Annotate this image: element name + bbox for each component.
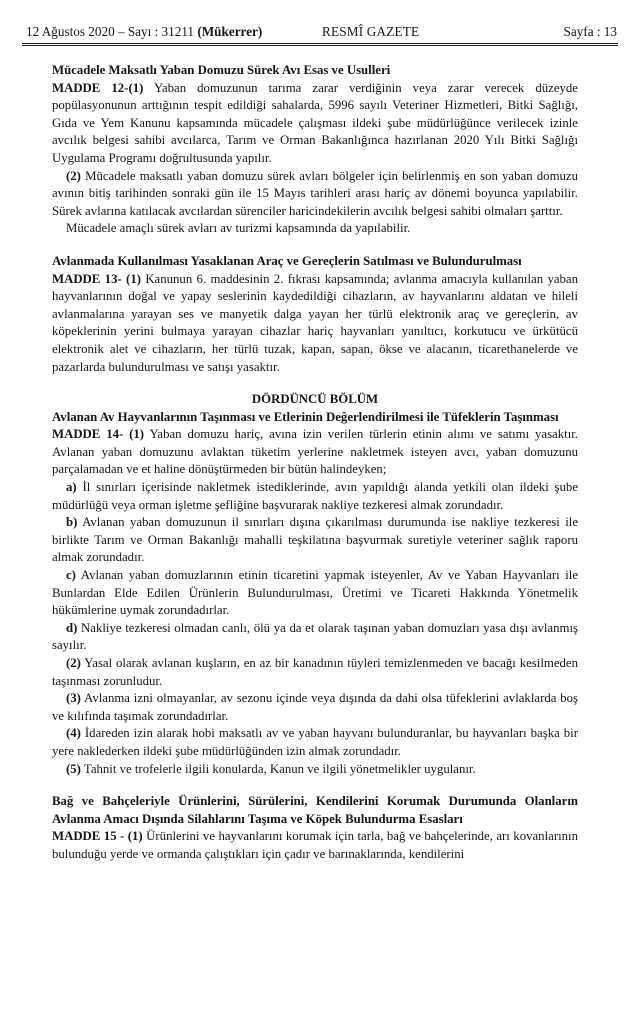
article-text: Ürünlerini ve hayvanlarını korumak için tarla, bağ ve bahçelerinde, arı kovanlarının bulunduğu yerde ve ormanda çalıştıkları için çadır ve barınaklarında, kendilerini xyxy=(52,829,578,861)
spacer xyxy=(52,238,578,253)
clause-text: Mücadele maksatlı yaban domuzu sürek avları bölgeler için belirlenmiş en son yaban domuzu avının bitiş tarihinden sonraki gün ile 15 Mayıs tarihleri arası hariç av dönemi boyunca yapılabilir. Sürek avlarına katılacak avcılardan sürenciler haricindekilerin avcılık belgesi sahibi olmaları şarttır. xyxy=(52,168,578,218)
clause-text: İdareden izin alarak hobi maksatlı av ve yaban hayvanı bulunduranlar, bu hayvanları başka bir yere naklederken ildeki şube müdürlüğünden izin almak zorundadır. xyxy=(52,726,578,758)
clause-text: Tahnit ve trofelerle ilgili konularda, Kanun ve ilgili yönetmelikler uygulanır. xyxy=(80,761,476,776)
article-text: Yaban domuzu hariç, avına izin verilen türlerin etinin alımı ve satımı yasaktır. Avlanan yaban domuzunu avlaktan tüketim yerlerine nakletmek isteyen avcı, yaban domuzunu parçalamadan ve et haline dönüştürmeden bir bütün halindeyken; xyxy=(52,427,579,477)
article-label: MADDE 14- (1) xyxy=(52,427,145,442)
article-paragraph xyxy=(52,426,578,479)
item-label: a) xyxy=(66,480,77,495)
clause-label: (3) xyxy=(66,691,81,706)
header-rule-bottom xyxy=(22,45,618,46)
clause-paragraph xyxy=(52,655,578,690)
item-label: b) xyxy=(66,515,78,530)
item-label: c) xyxy=(66,568,76,583)
article-label: MADDE 13- (1) xyxy=(52,271,141,286)
item-paragraph xyxy=(52,514,578,567)
article-label: MADDE 12-(1) xyxy=(52,80,144,95)
article-text: Kanunun 6. maddesinin 2. fıkrası kapsamında; avlanma amacıyla kullanılan yaban hayvanlarının doğal ve yapay seslerinin kaydedildiği cihazların, av hayvanlarını aldatan ve hileli avlanmalarına yarayan ses ve manyetik dalga yayan her türlü elektronik araç ve gereçlerin, av köpeklerinin yerini bulmaya yarayan cihazlar hariç hayvanları yanıltıcı, korkutucu ve ürkütücü elektronik alet ve cihazların, her türlü tuzak, kapan, sapan, ökse ve alacanın, ticarethanelerde ve pazarlarda bulundurulması ve satışı yasaktır. xyxy=(52,271,579,374)
issue-type: (Mükerrer) xyxy=(197,24,263,39)
article-paragraph xyxy=(52,828,578,863)
clause-paragraph xyxy=(52,168,578,221)
clause-paragraph xyxy=(52,725,578,760)
section-heading: Avlanan Av Hayvanlarının Taşınması ve Etlerinin Değerlendirilmesi ile Tüfeklerin Taşınması xyxy=(52,409,559,424)
item-text: Avlanan yaban domuzunun il sınırları dışına çıkarılması durumunda ise nakliye tezkeresi ile birlikte Tarım ve Orman Bakanlığı mahalli teşkilatına başvurmak suretiyle veteriner sağlık raporu almak zorundadır. xyxy=(52,515,578,565)
article-paragraph xyxy=(52,271,578,377)
clause-text: Yasal olarak avlanan kuşların, en az bir kanadının tüyleri temizlenmeden ve bacağı kesilmeden taşınması zorunludur. xyxy=(52,656,578,688)
article-label: MADDE 15 - (1) xyxy=(52,829,143,844)
item-text: İl sınırları içerisinde nakletmek istediklerinde, avın yapıldığı alanda yetkili olan ildeki şube müdürlüğü veya orman işletme şefliğine başvurarak nakliye tezkeresi almak zorundadır. xyxy=(52,480,578,512)
clause-paragraph xyxy=(52,690,578,725)
item-paragraph xyxy=(52,567,578,620)
chapter-title: DÖRDÜNCÜ BÖLÜM xyxy=(251,392,379,407)
item-label: d) xyxy=(66,620,78,635)
section-heading: Avlanmada Kullanılması Yasaklanan Araç ve Gereçlerin Satılması ve Bulundurulması xyxy=(52,253,522,268)
header-rule-top xyxy=(22,43,618,44)
issue-info xyxy=(26,22,262,42)
article-paragraph xyxy=(52,80,578,168)
spacer xyxy=(52,778,578,793)
section-heading: Bağ ve Bahçeleriyle Ürünlerini, Sürülerini, Kendilerini Korumak Durumunda Olanların Avlanma Amacı Dışında Silahlarını Taşıma ve Köpek Bulundurma Esasları xyxy=(52,794,578,826)
clause-label: (5) xyxy=(66,761,81,776)
issue-date-number: 12 Ağustos 2020 – Sayı : 31211 xyxy=(26,24,198,39)
document-body xyxy=(52,52,578,864)
clause-label: (2) xyxy=(66,168,81,183)
clause-label: (2) xyxy=(66,656,81,670)
page-header xyxy=(26,22,617,42)
item-text: Nakliye tezkeresi olmadan canlı, ölü ya da et olarak taşınan yaban domuzları yasa dışı avlanmış sayılır. xyxy=(52,620,578,653)
gazette-title: RESMÎ GAZETE xyxy=(322,24,420,39)
spacer xyxy=(52,376,578,391)
item-paragraph xyxy=(52,620,578,655)
clause-label: (4) xyxy=(66,726,81,741)
article-text: Yaban domuzunun tarıma zarar verdiğinin veya zarar verecek düzeyde popülasyonunun arttığının tespit edildiği sahalarda, 5996 sayılı Veteriner Hizmetleri, Bitki Sağlığı, Gıda ve Yem Kanunu kapsamında mücadele çalışması ildeki şube müdürlüğünce verilecek izinle avcılık belgesi sahibi avcılarca, Tarım ve Orman Bakanlığınca hazırlanan 2020 Yılı Bitki Sağlığı Uygulama Programı doğrultusunda yapılır. xyxy=(52,80,578,165)
clause-paragraph xyxy=(52,761,578,779)
clause-paragraph: Mücadele amaçlı sürek avları av turizmi kapsamında da yapılabilir. xyxy=(66,221,411,236)
item-paragraph xyxy=(52,479,578,514)
item-text: Avlanan yaban domuzlarının etinin ticaretini yapmak isteyenler, Av ve Yaban Hayvanları ile Bunlardan Elde Edilen Ürünlerin Bulundurulması, Üretimi ve Ticareti Hakkında Yönetmelik hükümlerine uymak zorundadırlar. xyxy=(52,568,578,618)
section-heading: Mücadele Maksatlı Yaban Domuzu Sürek Avı Esas ve Usulleri xyxy=(52,63,391,77)
page-number: Sayfa : 13 xyxy=(563,24,617,39)
clause-text: Avlanma izni olmayanlar, av sezonu içinde veya dışında da dahi olsa tüfeklerini avlaklarda boş ve kılıfında taşımak zorundadırlar. xyxy=(52,691,578,723)
